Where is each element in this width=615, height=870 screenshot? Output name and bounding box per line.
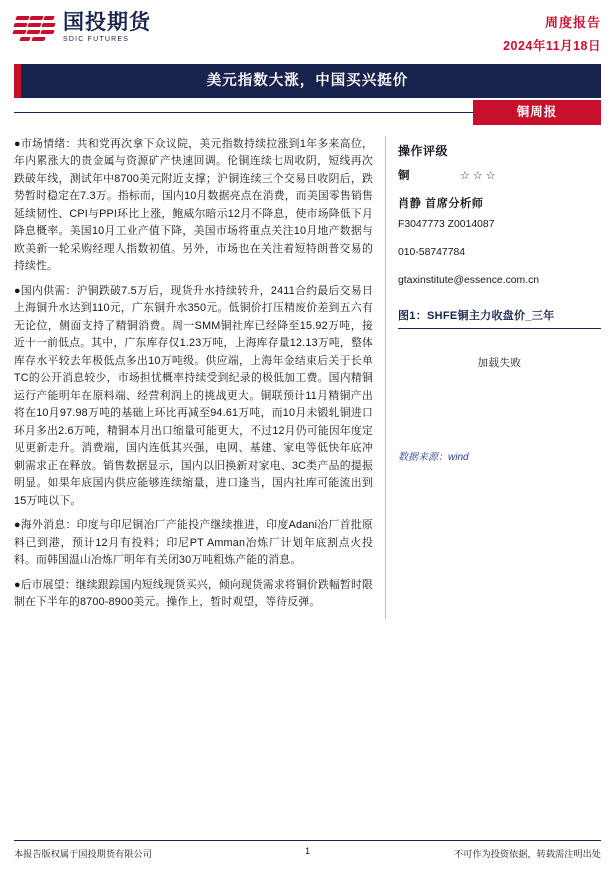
red-slash-bars-logo-icon (14, 13, 56, 43)
rating-title: 操作评级 (398, 144, 449, 158)
sub-band (0, 100, 615, 126)
paragraph-domestic-supply-demand: ●国内供需：沪铜跌破7.5万后，现货升水持续转升，2411合约最后交易日上海铜升水达到110元，广东铜升水350元。低铜价打压精废价差到五六有无论位，侧面支持了精铜消费。周一SMM铜社库已经降至15.92万吨，接近十一前低点。其中，广东库存仅1.23万吨，上海库存量12.13万吨，整体库存水平较去年极低点多出10万吨级。供应端，上海年金结束后关于长单TC的公开消息较少，市场担忧概率持续受到纪录的极低加工费。国内精铜运行产能明年在原料端、经营利润上的挑战更大。铜联预计11月精铜产出将在10月97.98万吨的基础上环比再减至94.61万吨，而10月未锻轧铜进口环月多出2.6万吨，精铜本月出口缩量可能更大，不过12月仍可能因年度定见更新走升。消费端，国内连低其兴强，电网、基建、家电等低快年底冲刺需求正在释放。销售数据显示，国内以旧换新对家电、3C类产品的提振明显。如果年底国内供应能够连续缩量，进口逢当，国内社库可能流出到15万吨以下。 (14, 284, 373, 507)
footer-divider (14, 840, 601, 870)
analyst-phone: 010-58747784 (398, 247, 466, 259)
footer-copyright: 本报告版权属于国投期货有限公司 (14, 849, 152, 859)
figure-chart-placeholder (398, 355, 601, 555)
brand-logo (14, 12, 151, 43)
analyst-email: gtaxinstitute@essence.com.cn (398, 275, 540, 287)
report-category-badge: 铜周报 (473, 100, 601, 125)
title-band (0, 64, 615, 98)
analyst-certificate: F3047773 Z0014087 (398, 219, 495, 230)
rating-row (398, 167, 601, 183)
brand-name-en: SDIC FUTURES (63, 36, 130, 43)
content-area (0, 126, 615, 619)
page-footer (0, 840, 615, 870)
rating-metal-label: 铜 (398, 170, 410, 182)
article-body (14, 136, 386, 619)
figure-caption: 图1：SHFE铜主力收盘价_三年 (398, 307, 601, 329)
footer-disclaimer: 不可作为投资依据，转载需注明出处 (454, 849, 601, 859)
page-header (0, 0, 615, 60)
chart-load-failed-message: 加载失败 (477, 356, 522, 369)
sidebar-panel (386, 136, 601, 619)
rating-stars-icon: ☆☆☆ (460, 169, 499, 182)
chart-source-note: 数据来源：wind (398, 451, 469, 463)
report-date: 2024年11月18日 (503, 39, 601, 53)
paragraph-market-sentiment: ●市场情绪：共和党再次拿下众议院，美元指数持续拉涨到1年多来高位，年内累涨大的贵金属与资源矿产快速回调。伦铜连续七周收阴，短线再次跌破年线，测试年中8700美元附近支撑；沪铜连续三个交易日收阴后，跌势暂时稳定在7.3万。指标而，国内10月数据亮点在消费，而美国零售销售延续韧性、CPI与PPI环比上涨，鲍威尔暗示12月不降息，使市场降低下月降息概率。美国10月工业产值下降，美国市场将重点关注10月地产数据与欧美新一轮采购经理人指数初值。另外，市场也在关注着短特朗普交易的持续性。 (14, 138, 373, 273)
footer-page-number: 1 (304, 846, 311, 856)
paragraph-outlook: ●后市展望：继续跟踪国内短线现货买兴，倾向现货需求将铜价跌幅暂时限制在下半年的8700-8900美元。操作上，暂时观望，等待反弹。 (14, 578, 373, 609)
header-meta (503, 12, 601, 54)
paragraph-overseas-news: ●海外消息：印度与印尼铜冶厂产能投产继续推进，印度Adani冶厂首批原料已到港，预计12月有投料；印尼PT Amman冶炼厂计划年底割点火投料。而韩国温山冶炼厂明年有关闭30万吨粗炼产能的消息。 (14, 519, 373, 567)
analyst-name: 肖静 首席分析师 (398, 198, 484, 210)
page-title: 美元指数大涨，中国买兴挺价 (206, 73, 409, 89)
report-type: 周度报告 (544, 15, 601, 30)
brand-name-cn: 国投期货 (63, 11, 151, 34)
